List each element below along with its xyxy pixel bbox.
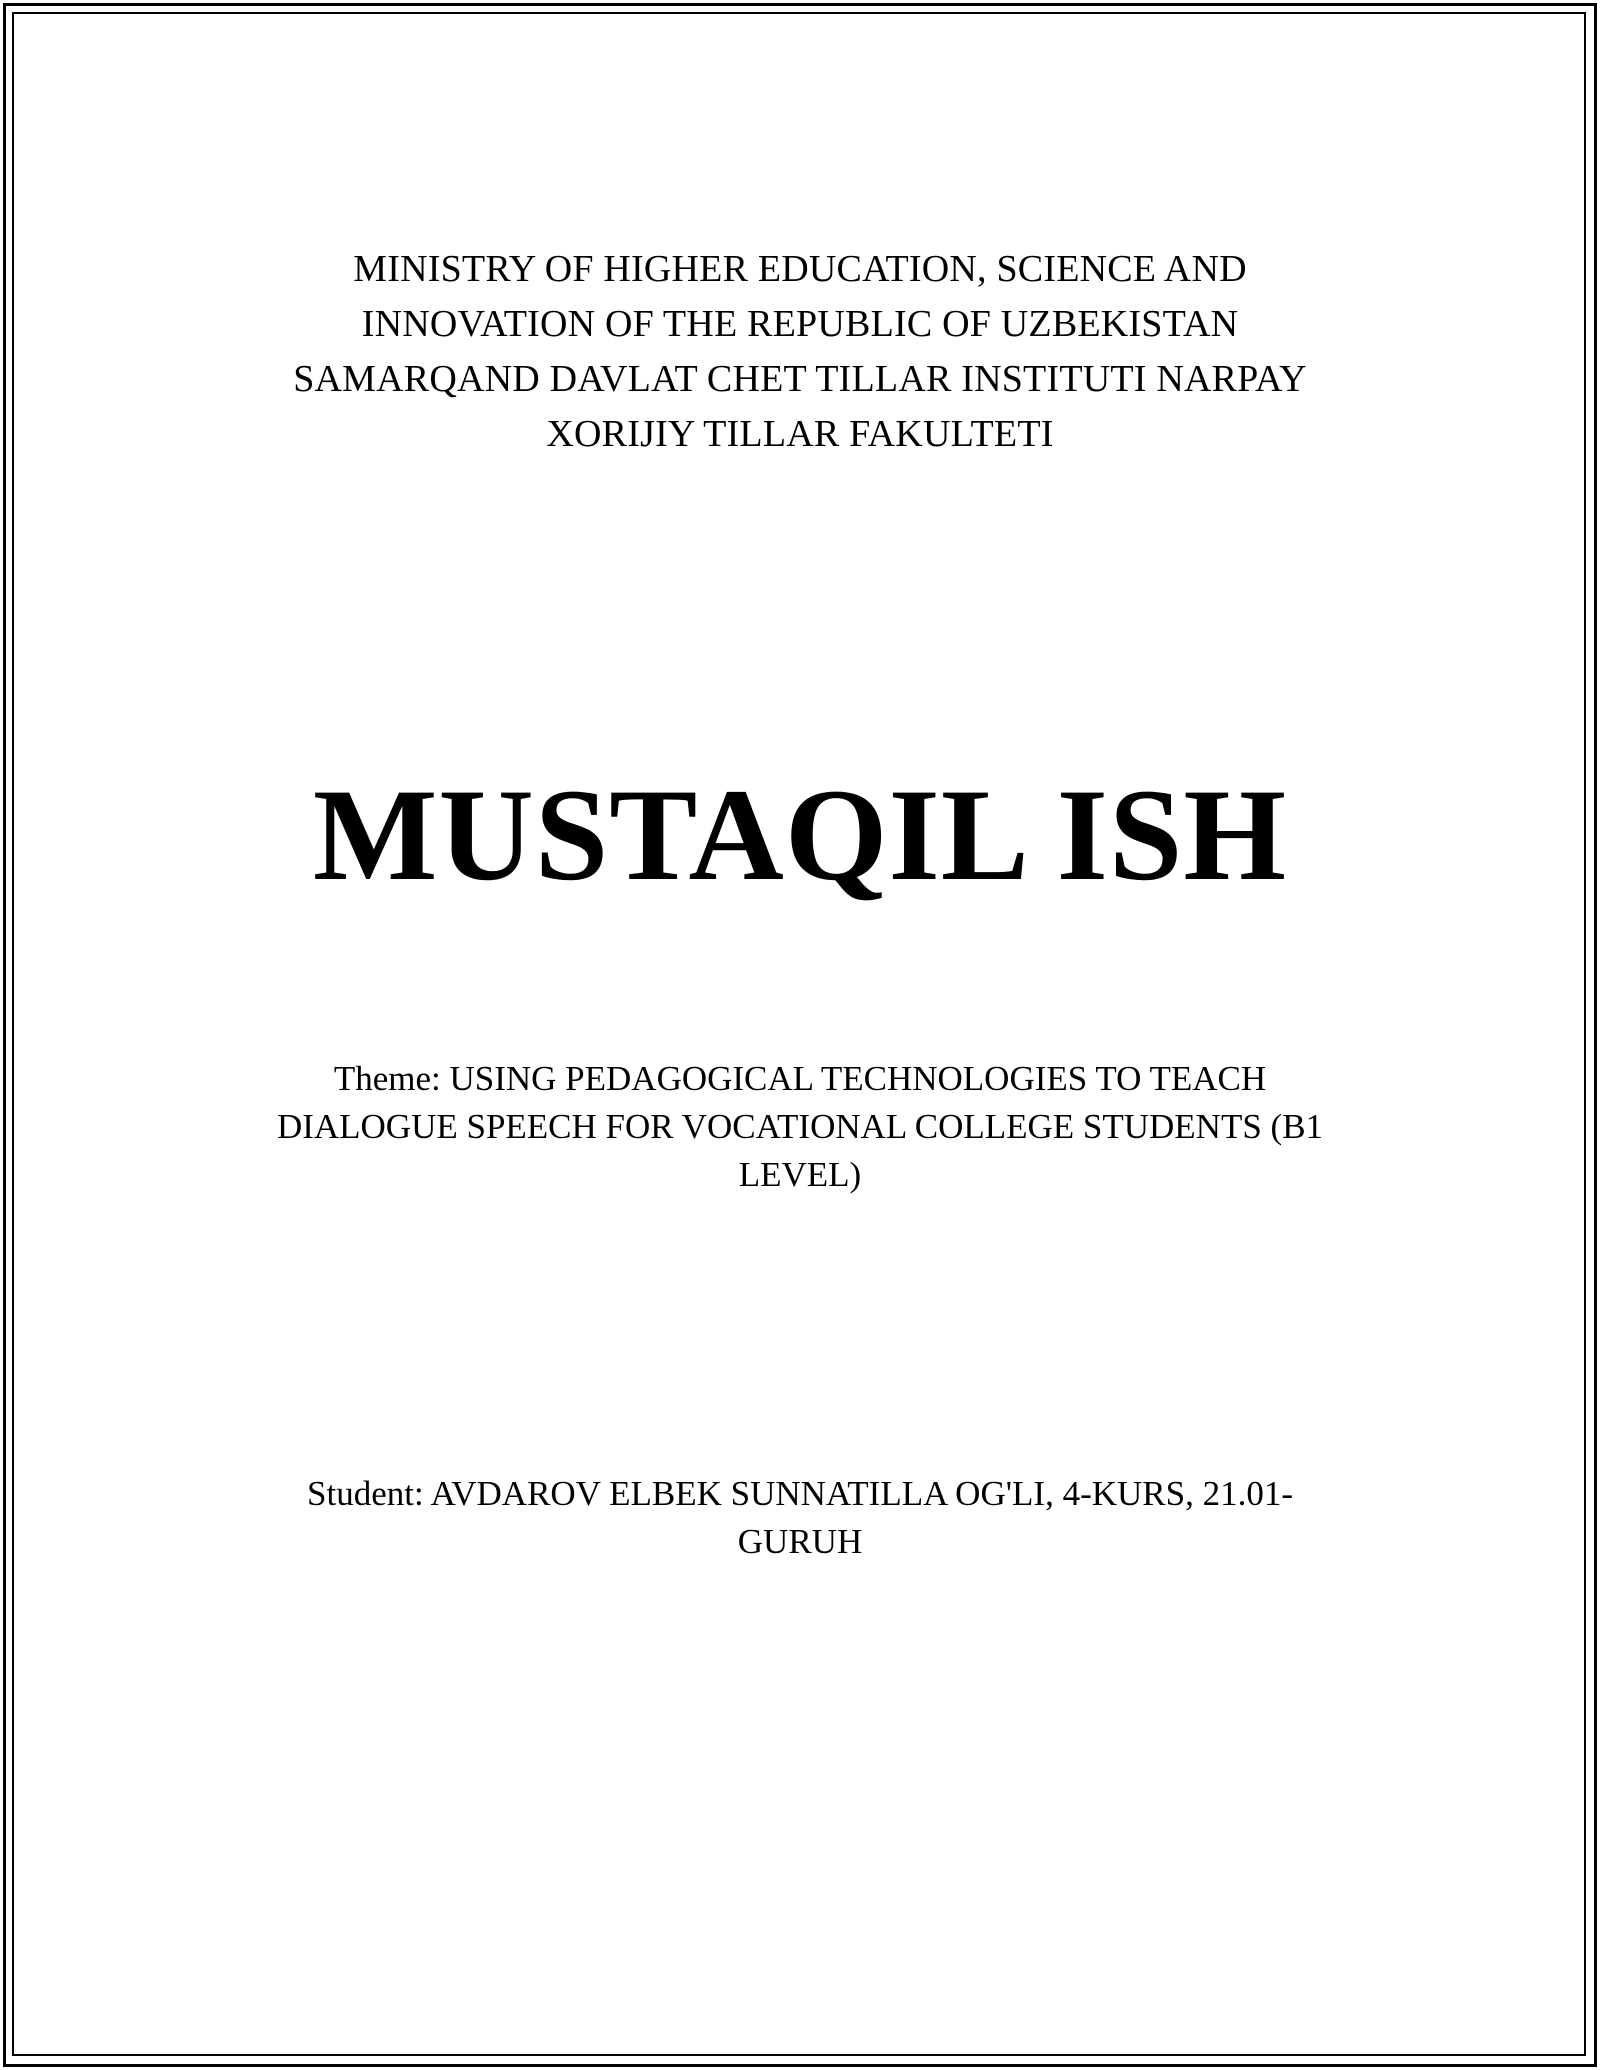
institution-line: XORIJIY TILLAR FAKULTETI <box>546 413 1054 455</box>
institution-line: INNOVATION OF THE REPUBLIC OF UZBEKISTAN <box>361 303 1239 345</box>
student-info <box>0 1470 1600 1566</box>
institution-heading <box>0 242 1600 462</box>
theme-line: DIALOGUE SPEECH FOR VOCATIONAL COLLEGE STUDENTS (B1 <box>276 1107 1324 1146</box>
institution-line: SAMARQAND DAVLAT CHET TILLAR INSTITUTI NARPAY <box>293 358 1307 400</box>
theme-line: Theme: USING PEDAGOGICAL TECHNOLOGIES TO TEACH <box>333 1059 1267 1098</box>
student-line: Student: AVDAROV ELBEK SUNNATILLA OG'LI, 4-KURS, 21.01- <box>307 1474 1293 1513</box>
document-title: MUSTAQIL ISH <box>312 761 1288 908</box>
student-line: GURUH <box>737 1522 863 1561</box>
institution-line: MINISTRY OF HIGHER EDUCATION, SCIENCE AND <box>353 248 1247 290</box>
theme-line: LEVEL) <box>738 1155 862 1194</box>
theme-text <box>0 1055 1600 1199</box>
